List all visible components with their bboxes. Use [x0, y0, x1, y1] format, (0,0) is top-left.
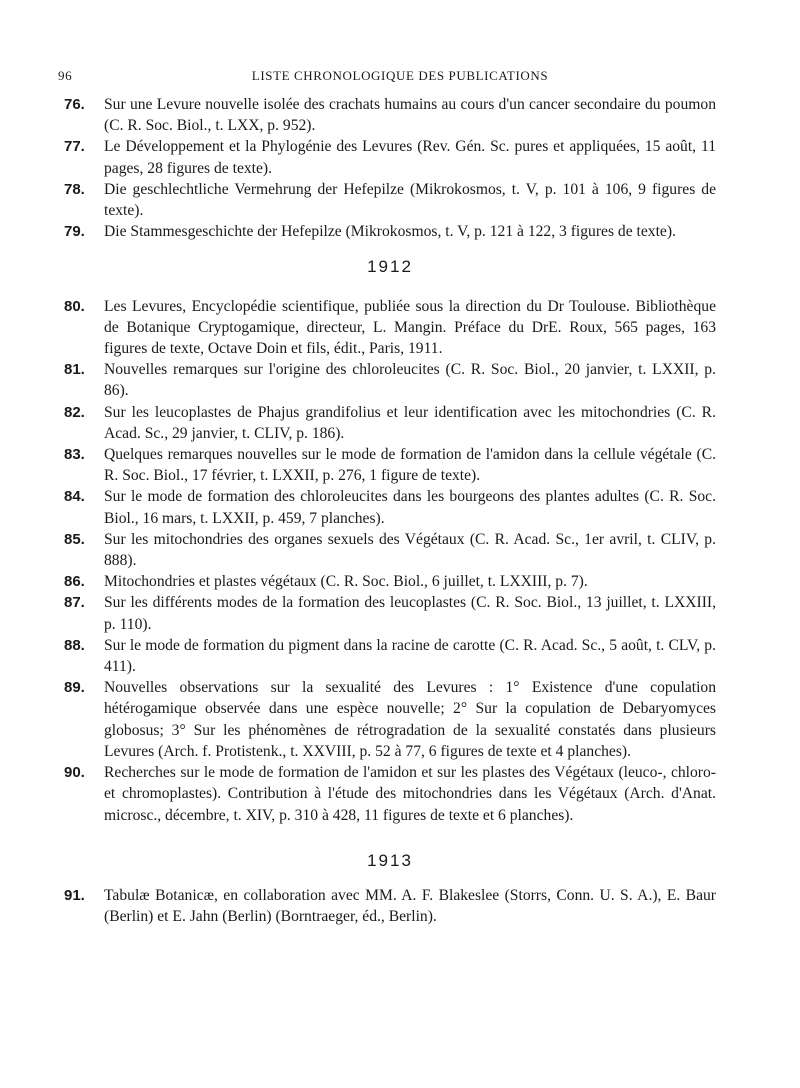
entry-text: Tabulæ Botanicæ, en collaboration avec MM. A. F. Blakeslee (Storrs, Conn. U. S. A.), E. Baur (Berlin) et E. Jahn (Berlin) (Borntraeger, éd., Berlin). — [104, 886, 716, 926]
entry-text: Nouvelles remarques sur l'origine des chloroleucites (C. R. Soc. Biol., 20 janvier, t. LXXII, p. 86). — [104, 361, 716, 400]
entry-text: Sur les leucoplastes de Phajus grandifolius et leur identification avec les mitochondries (C. R. Acad. Sc., 29 janvier, t. CLIV, p. 186). — [104, 403, 716, 442]
publication-entry — [64, 486, 716, 528]
publication-entry — [64, 221, 716, 242]
entry-text: Les Levures, Encyclopédie scientifique, publiée sous la direction du Dr Toulouse. Bibliothèque de Botanique Cryptogamique, directeur, L. Mangin. Préface du DrE. Roux, 565 pages, 163 figures de texte, Octave Doin et fils, édit., Paris, 1911. — [104, 297, 716, 358]
entry-number: 85. — [64, 530, 85, 548]
publication-entry — [64, 444, 716, 486]
entry-number: 81. — [64, 361, 85, 379]
entry-number: 89. — [64, 679, 85, 697]
entry-text: Sur le mode de formation du pigment dans la racine de carotte (C. R. Acad. Sc., 5 août, t. CLV, p. 411). — [104, 636, 716, 676]
publication-entry — [64, 359, 716, 401]
publication-entry — [64, 592, 716, 634]
publication-entry — [64, 94, 716, 136]
entry-number: 88. — [64, 636, 85, 654]
publication-entry — [64, 136, 716, 178]
page-number: 96 — [58, 68, 73, 83]
publication-entry — [64, 762, 716, 826]
publication-list — [64, 94, 716, 927]
entry-number: 83. — [64, 446, 85, 464]
entry-text: Mitochondries et plastes végétaux (C. R. Soc. Biol., 6 juillet, t. LXXIII, p. 7). — [104, 573, 588, 591]
publication-entry — [64, 402, 716, 444]
entry-text: Die geschlechtliche Vermehrung der Hefepilze (Mikrokosmos, t. V, p. 101 à 106, 9 figures de texte). — [104, 180, 716, 220]
entry-number: 78. — [64, 180, 85, 198]
entry-number: 86. — [64, 573, 85, 591]
publication-entry — [64, 571, 716, 592]
entry-number: 90. — [64, 764, 85, 782]
entry-text: Le Développement et la Phylogénie des Levures (Rev. Gén. Sc. pures et appliquées, 15 août, 11 pages, 28 figures de texte). — [104, 138, 716, 177]
entry-text: Sur les mitochondries des organes sexuels des Végétaux (C. R. Acad. Sc., 1er avril, t. CLIV, p. 888). — [104, 530, 716, 570]
publication-entry — [64, 179, 716, 221]
entry-text: Quelques remarques nouvelles sur le mode de formation de l'amidon dans la cellule végétale (C. R. Soc. Biol., 17 février, t. LXXII, p. 276, 1 figure de texte). — [104, 446, 716, 485]
page-header — [58, 68, 742, 90]
entry-text: Recherches sur le mode de formation de l'amidon et sur les plastes des Végétaux (leuco-, chloro- et chromoplastes). Contribution à l'étude des mitochondries dans les Végétaux (Arch. d'Anat. microsc., décembre, t. XIV, p. 310 à 428, 11 figures de texte et 6 planches). — [104, 764, 716, 824]
running-title: LISTE CHRONOLOGIQUE DES PUBLICATIONS — [251, 68, 549, 83]
publication-entry — [64, 635, 716, 677]
entry-number: 76. — [64, 96, 85, 113]
publication-entry — [64, 885, 716, 927]
publication-entry — [64, 296, 716, 360]
entry-text: Nouvelles observations sur la sexualité des Levures : 1° Existence d'une copulation hétérogamique observée dans une espèce nouvelle; 2° Sur la copulation de Debaryomyces globosus; 3° Sur les phénomènes de rétrogradation de la sexualité constatés dans plusieurs Levures (Arch. f. Protistenk., t. XXVIII, p. 52 à 77, 6 figures de texte et 4 planches). — [104, 679, 716, 760]
entry-text: Sur une Levure nouvelle isolée des crachats humains au cours d'un cancer secondaire du poumon (C. R. Soc. Biol., t. LXX, p. 952). — [104, 96, 716, 135]
entry-number: 87. — [64, 594, 85, 612]
publication-entry — [64, 529, 716, 571]
entry-number: 91. — [64, 886, 85, 904]
entry-number: 79. — [64, 223, 85, 241]
year-heading-1912: 1912 — [367, 257, 413, 277]
entry-text: Sur les différents modes de la formation des leucoplastes (C. R. Soc. Biol., 13 juillet, t. LXXIII, p. 110). — [104, 594, 716, 633]
entry-number: 80. — [64, 297, 85, 315]
entry-number: 77. — [64, 138, 85, 156]
entry-text: Die Stammesgeschichte der Hefepilze (Mikrokosmos, t. V, p. 121 à 122, 3 figures de texte). — [104, 223, 676, 241]
year-heading-1913: 1913 — [367, 850, 413, 870]
publication-entry — [64, 677, 716, 762]
entry-number: 82. — [64, 403, 85, 421]
entry-text: Sur le mode de formation des chloroleucites dans les bourgeons des plantes adultes (C. R. Soc. Biol., 16 mars, t. LXXII, p. 459, 7 planches). — [104, 488, 716, 527]
entry-number: 84. — [64, 488, 85, 506]
